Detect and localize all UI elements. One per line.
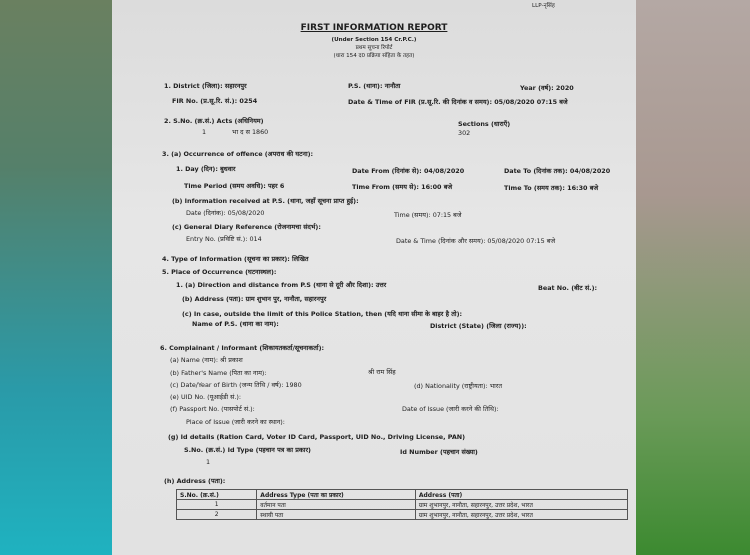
- act-row-sno: 1: [202, 128, 207, 136]
- district-state-field: District (State) (जिला (राज्य)):: [430, 322, 527, 330]
- address-table: [176, 489, 628, 520]
- occurrence-header: 3. (a) Occurrence of offence (अपराध की घटना):: [162, 150, 314, 158]
- background-right: [636, 0, 750, 555]
- father-name-field: (b) Father's Name (पिता का नाम):: [170, 369, 267, 377]
- place-occurrence-header: 5. Place of Occurrence (घटनास्थल):: [162, 268, 277, 276]
- table-row: [177, 510, 628, 520]
- issue-place-field: Place of Issue (जारी करने का स्थान):: [186, 418, 285, 426]
- info-time-field: Time (समय): 07:15 बजे: [394, 211, 462, 219]
- complainant-header: 6. Complainant / Informant (शिकायतकर्ता/सूचनाकर्ता):: [160, 344, 325, 352]
- table-header-row: [177, 490, 628, 500]
- id-row-sno: 1: [206, 458, 211, 466]
- entry-datetime-field: Date & Time (दिनांक और समय): 05/08/2020 07:15 बजे: [396, 237, 556, 245]
- ps-name-field: Name of P.S. (थाना का नाम):: [192, 320, 279, 328]
- row2-address: ग्राम शुभानपुर, नानौता, सहारनपुर, उत्तर प्रदेश, भारत: [415, 510, 627, 520]
- row2-sno: 2: [177, 510, 257, 520]
- act-row-act: भा द स 1860: [232, 128, 269, 136]
- fir-number-field: FIR No. (प्र.सू.रि. सं.): 0254: [172, 97, 258, 105]
- birth-year-field: (c) Date/Year of Birth (जन्म तिथि / वर्ष): 1980: [170, 381, 302, 389]
- col-address-type: Address Type (पता का प्रकार): [257, 490, 416, 500]
- direction-distance-field: 1. (a) Direction and distance from P.S (थाना से दूरी और दिशा): उत्तर: [176, 281, 387, 289]
- fir-datetime-field: Date & Time of FIR (प्र.सू.रि. की दिनांक व समय): 05/08/2020 07:15 बजे: [348, 98, 568, 106]
- nationality-field: (d) Nationality (राष्ट्रीयता): भारत: [414, 382, 503, 390]
- general-diary-field: (c) General Diary Reference (रोजनामचा संदर्भ):: [172, 223, 321, 231]
- background-left: [0, 0, 112, 555]
- fir-document: [112, 0, 636, 555]
- district-field: 1. District (जिला): सहारनपुर: [164, 82, 247, 90]
- row1-type: वर्तमान पता: [257, 500, 416, 510]
- info-received-field: (b) Information received at P.S. (थाना, जहाँ सूचना प्राप्त हुई):: [172, 197, 359, 205]
- date-from-field: Date From (दिनांक से): 04/08/2020: [352, 167, 465, 175]
- time-to-field: Time To (समय तक): 16:30 बजे: [504, 184, 599, 192]
- uid-field: (e) UID No. (यूआईडी सं.):: [170, 393, 242, 401]
- issue-date-field: Date of Issue (जारी करने की तिथि):: [402, 405, 499, 413]
- document-title: FIRST INFORMATION REPORT: [300, 23, 448, 33]
- col-address: Address (पता): [415, 490, 627, 500]
- father-name-value: श्री राम सिंह: [368, 368, 396, 376]
- subtitle-hindi-section: (धारा 154 द0 प्रक्रिया संहिता के तहत): [333, 53, 415, 59]
- col-sno: S.No. (क्र.सं.): [177, 490, 257, 500]
- day-field: 1. Day (दिन): बुधवार: [176, 165, 236, 173]
- police-station-field: P.S. (थाना): नानौता: [348, 82, 401, 90]
- corner-text: LLP-नृसिंह: [532, 3, 555, 9]
- row2-type: स्थायी पता: [257, 510, 416, 520]
- passport-field: (f) Passport No. (पासपोर्ट सं.):: [170, 405, 255, 413]
- row1-address: ग्राम शुभानपुर, नानौता, सहारनपुर, उत्तर प्रदेश, भारत: [415, 500, 627, 510]
- address-field: (b) Address (पता): ग्राम शुभान पुर, नानौता, सहारनपुर: [182, 295, 327, 303]
- beat-number-field: Beat No. (बीट सं.):: [538, 284, 598, 292]
- time-from-field: Time From (समय से): 16:00 बजे: [352, 183, 453, 191]
- outside-limit-field: (c) In case, outside the limit of this Police Station, then (यदि थाना सीमा के बाहर है तो):: [182, 310, 463, 318]
- entry-number-field: Entry No. (प्रविष्टि सं.): 014: [186, 235, 262, 243]
- subtitle-section: (Under Section 154 Cr.P.C.): [331, 37, 417, 43]
- row1-sno: 1: [177, 500, 257, 510]
- table-row: [177, 500, 628, 510]
- acts-header: 2. S.No. (क्र.सं.) Acts (अधिनियम): [164, 117, 264, 125]
- time-period-field: Time Period (समय अवधि): पहर 6: [184, 182, 285, 190]
- date-to-field: Date To (दिनांक तक): 04/08/2020: [504, 167, 611, 175]
- id-details-field: (g) Id details (Ration Card, Voter ID Card, Passport, UID No., Driving License, PAN): [168, 433, 466, 441]
- info-date-field: Date (दिनांक): 05/08/2020: [186, 209, 265, 217]
- sections-header: Sections (धाराएँ): [458, 120, 511, 128]
- info-type-field: 4. Type of Information (सूचना का प्रकार): लिखित: [162, 255, 309, 263]
- year-field: Year (वर्ष): 2020: [520, 84, 574, 92]
- id-number-header: Id Number (पहचान संख्या): [400, 448, 478, 456]
- address-header: (h) Address (पता):: [164, 477, 226, 485]
- subtitle-hindi: प्रथम सूचना रिपोर्ट: [355, 45, 393, 51]
- id-table-header: S.No. (क्र.सं.) Id Type (पहचान पत्र का प्रकार): [184, 446, 311, 454]
- complainant-name-field: (a) Name (नाम): श्री प्रकाश: [170, 356, 243, 364]
- act-row-section: 302: [458, 129, 471, 137]
